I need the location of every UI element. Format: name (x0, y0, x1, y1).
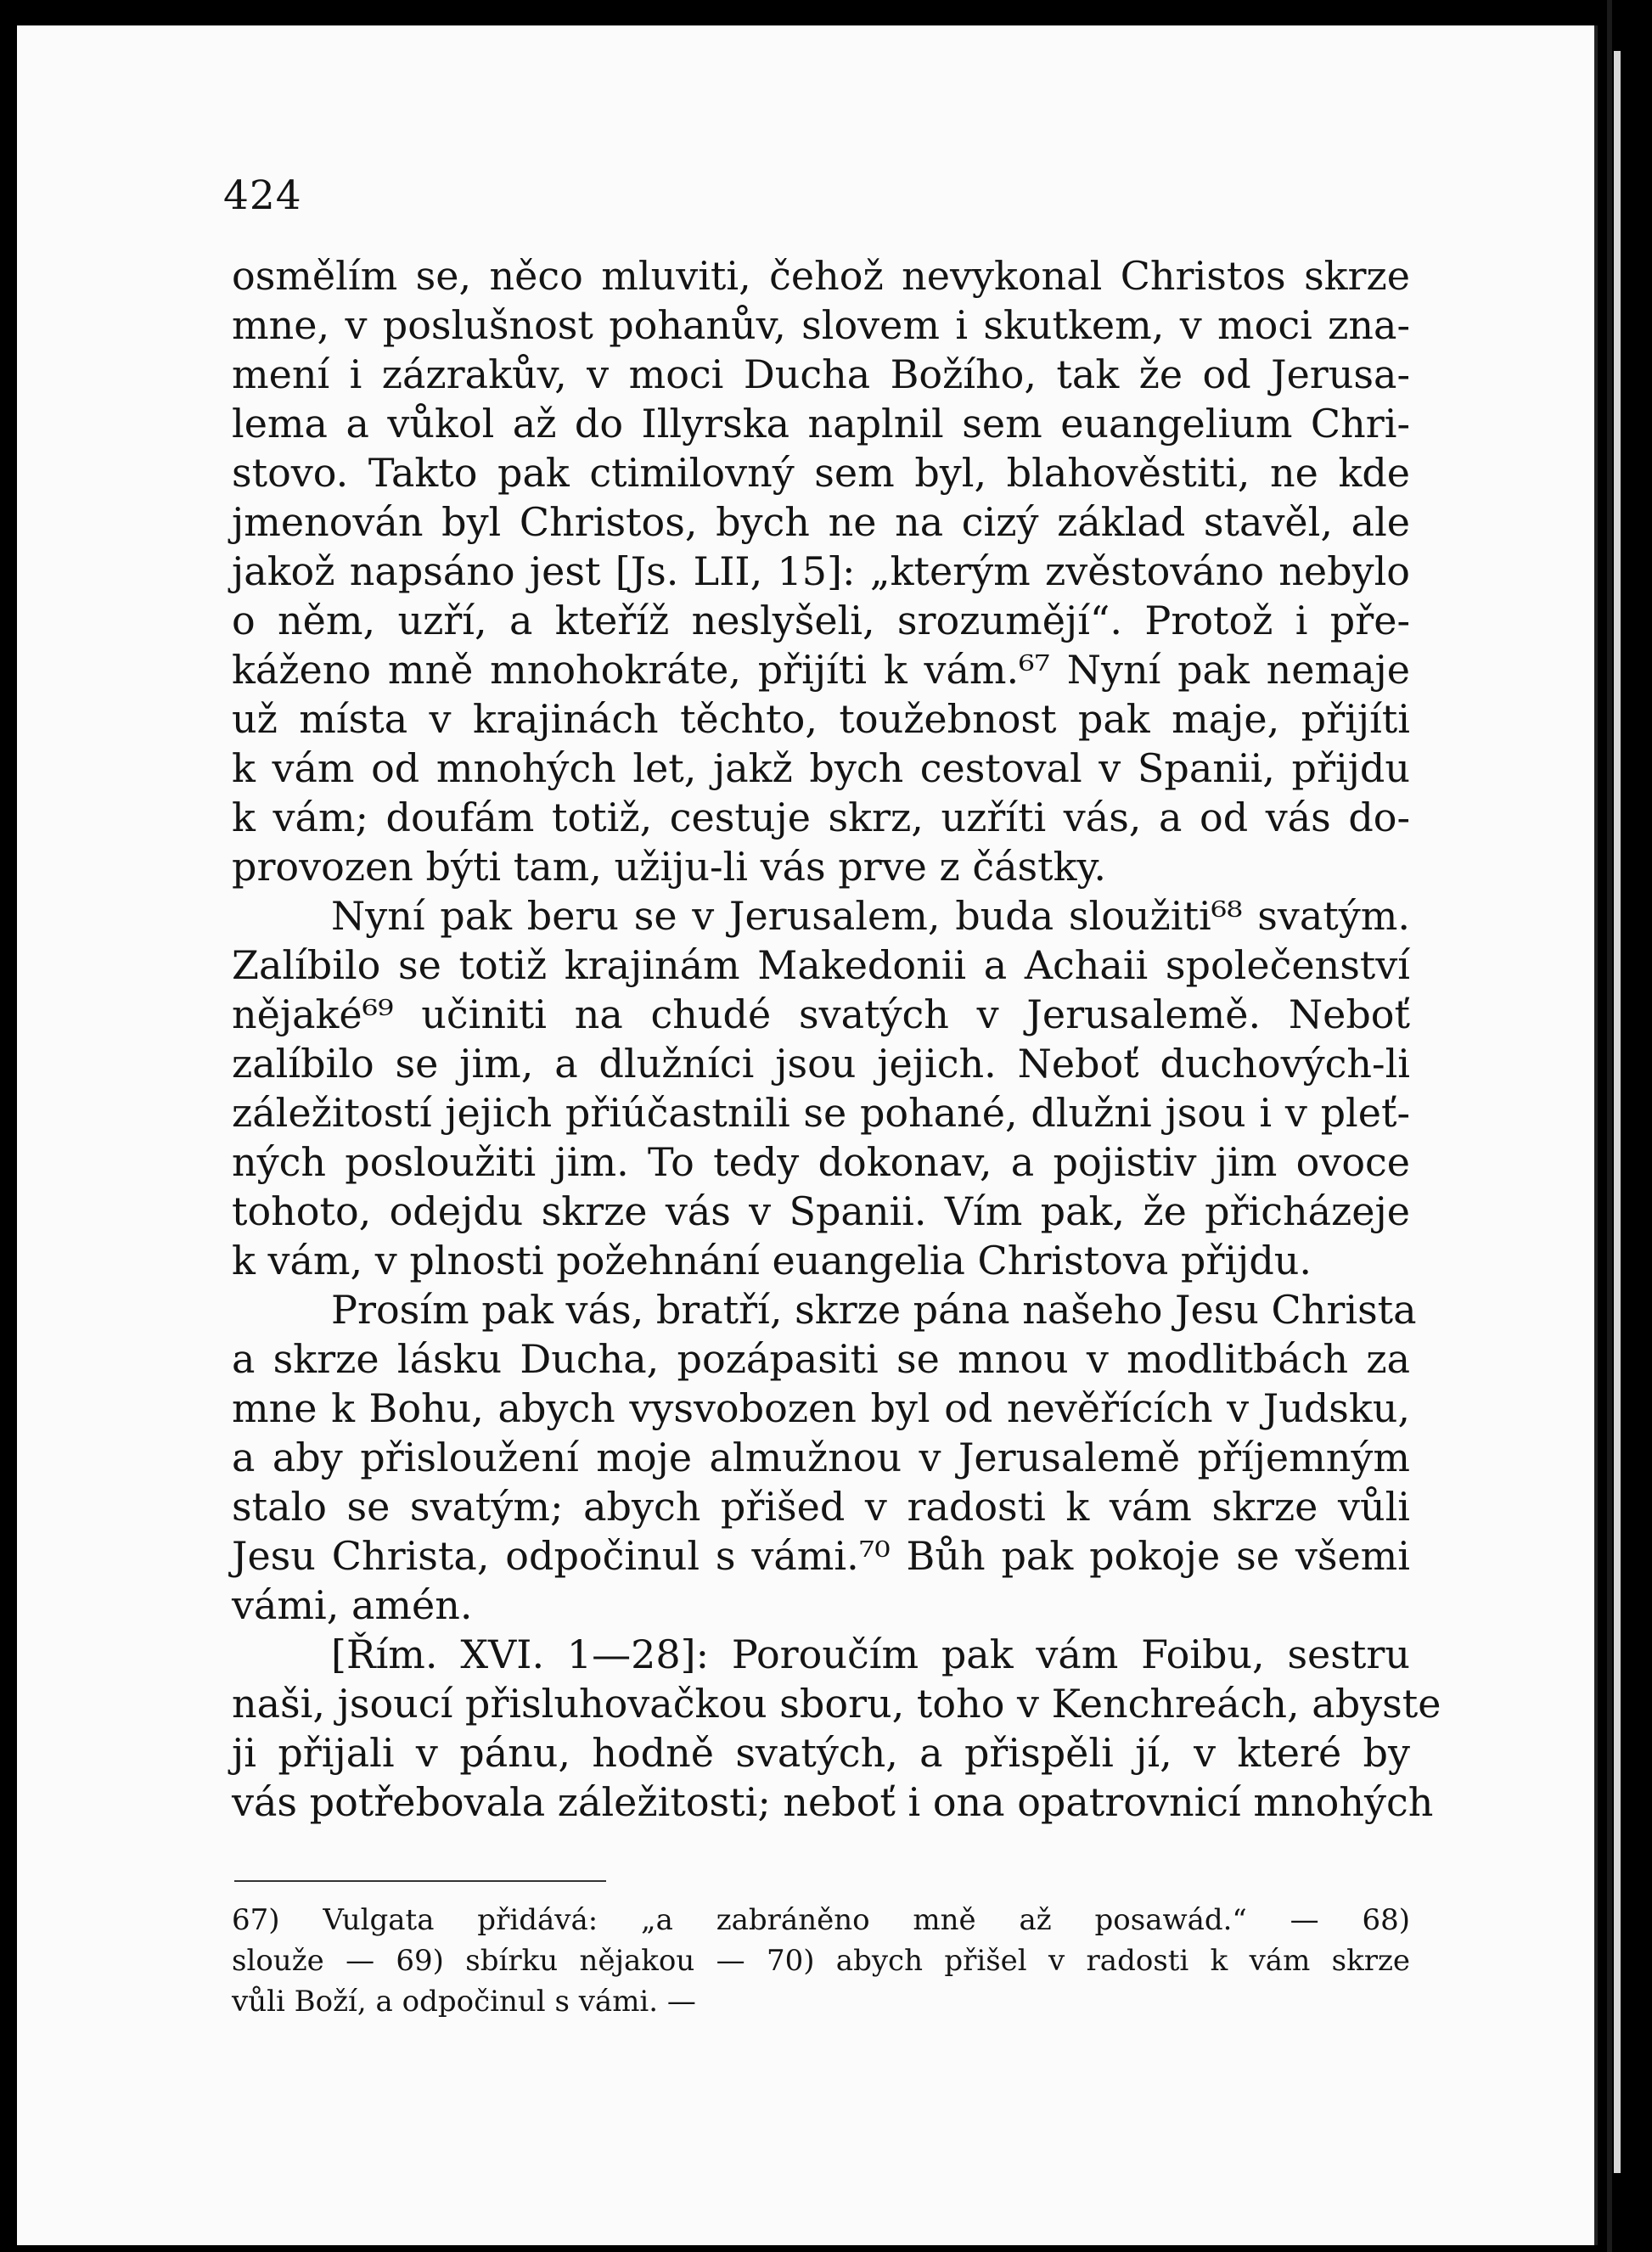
text-line: naši, jsoucí přisluhovačkou sboru, toho v Kenchreách, abyste (232, 1681, 1441, 1727)
footnote-divider (234, 1880, 606, 1882)
text-line: a aby přisloužení moje almužnou v Jerusalemě příjemným (232, 1435, 1410, 1480)
paragraph-start: Nyní pak beru se v Jerusalem, buda sloužiti⁶⁸ svatým. (331, 893, 1410, 939)
text-line: jmenován byl Christos, bych ne na cizý základ stavěl, ale (232, 499, 1410, 545)
page-number: 424 (223, 172, 302, 219)
footnote-line: 67) Vulgata přidává: „a zabráněno mně až posawád.“ — 68) (232, 1903, 1410, 1937)
text-line: záležitostí jejich přiúčastnili se pohané, dlužni jsou i v pleť- (232, 1090, 1410, 1136)
text-line: ji přijali v pánu, hodně svatých, a přispěli jí, v které by (232, 1730, 1410, 1776)
text-line: tohoto, odejdu skrze vás v Spanii. Vím pak, že přicházeje (232, 1188, 1410, 1234)
text-line: káženo mně mnohokráte, přijíti k vám.⁶⁷ Nyní pak nemaje (232, 647, 1410, 693)
page-edge-strip (1614, 51, 1621, 2173)
text-line: ných posloužiti jim. To tedy dokonav, a pojistiv jim ovoce (232, 1139, 1410, 1185)
text-line: k vám, v plnosti požehnání euangelia Christova přijdu. (232, 1238, 1312, 1283)
text-line: zalíbilo se jim, a dlužníci jsou jejich. Neboť duchových-li (232, 1041, 1410, 1087)
footnote-line: vůli Boží, a odpočinul s vámi. — (232, 1985, 696, 2019)
text-line: stalo se svatým; abych přišed v radosti k vám skrze vůli (232, 1484, 1410, 1530)
text-line: vás potřebovala záležitosti; neboť i ona opatrovnicí mnohých (232, 1779, 1434, 1825)
text-line: jakož napsáno jest [Js. LII, 15]: „kterým zvěstováno nebylo (232, 548, 1410, 594)
text-line: nějaké⁶⁹ učiniti na chudé svatých v Jerusalemě. Neboť (232, 991, 1410, 1037)
text-line: už místa v krajinách těchto, toužebnost pak maje, přijíti (232, 696, 1410, 742)
paragraph-start: [Řím. XVI. 1—28]: Poroučím pak vám Foibu, sestru (331, 1631, 1410, 1677)
text-line: mne, v poslušnost pohanův, slovem i skutkem, v moci zna- (232, 302, 1410, 348)
text-line: lema a vůkol až do Illyrska naplnil sem euangelium Chri- (232, 401, 1410, 446)
text-line: o něm, uzří, a kteříž neslyšeli, srozumějí“. Protož i pře- (232, 598, 1410, 643)
text-line: Zalíbilo se totiž krajinám Makedonii a Achaii společenství (232, 942, 1410, 988)
text-line: a skrze lásku Ducha, pozápasiti se mnou v modlitbách za (232, 1336, 1410, 1382)
paragraph-start: Prosím pak vás, bratří, skrze pána našeho Jesu Christa (331, 1287, 1417, 1333)
text-line: Jesu Christa, odpočinul s vámi.⁷⁰ Bůh pak pokoje se všemi (232, 1533, 1410, 1579)
text-line: mení i zázrakův, v moci Ducha Božího, tak že od Jerusa- (232, 351, 1410, 397)
text-line: osmělím se, něco mluviti, čehož nevykonal Christos skrze (232, 253, 1410, 299)
text-line: k vám od mnohých let, jakž bych cestoval v Spanii, přijdu (232, 745, 1410, 791)
text-line: provozen býti tam, užiju-li vás prve z částky. (232, 844, 1107, 890)
footnote-line: slouže — 69) sbírku nějakou — 70) abych přišel v radosti k vám skrze (232, 1944, 1410, 1978)
text-line: vámi, amén. (232, 1582, 473, 1628)
text-line: mne k Bohu, abych vysvobozen byl od nevěřících v Judsku, (232, 1385, 1410, 1431)
text-line: k vám; doufám totiž, cestuje skrz, uzříti vás, a od vás do- (232, 795, 1410, 840)
page-edge-shadow (1607, 0, 1612, 2252)
text-line: stovo. Takto pak ctimilovný sem byl, blahověstiti, ne kde (232, 450, 1410, 496)
